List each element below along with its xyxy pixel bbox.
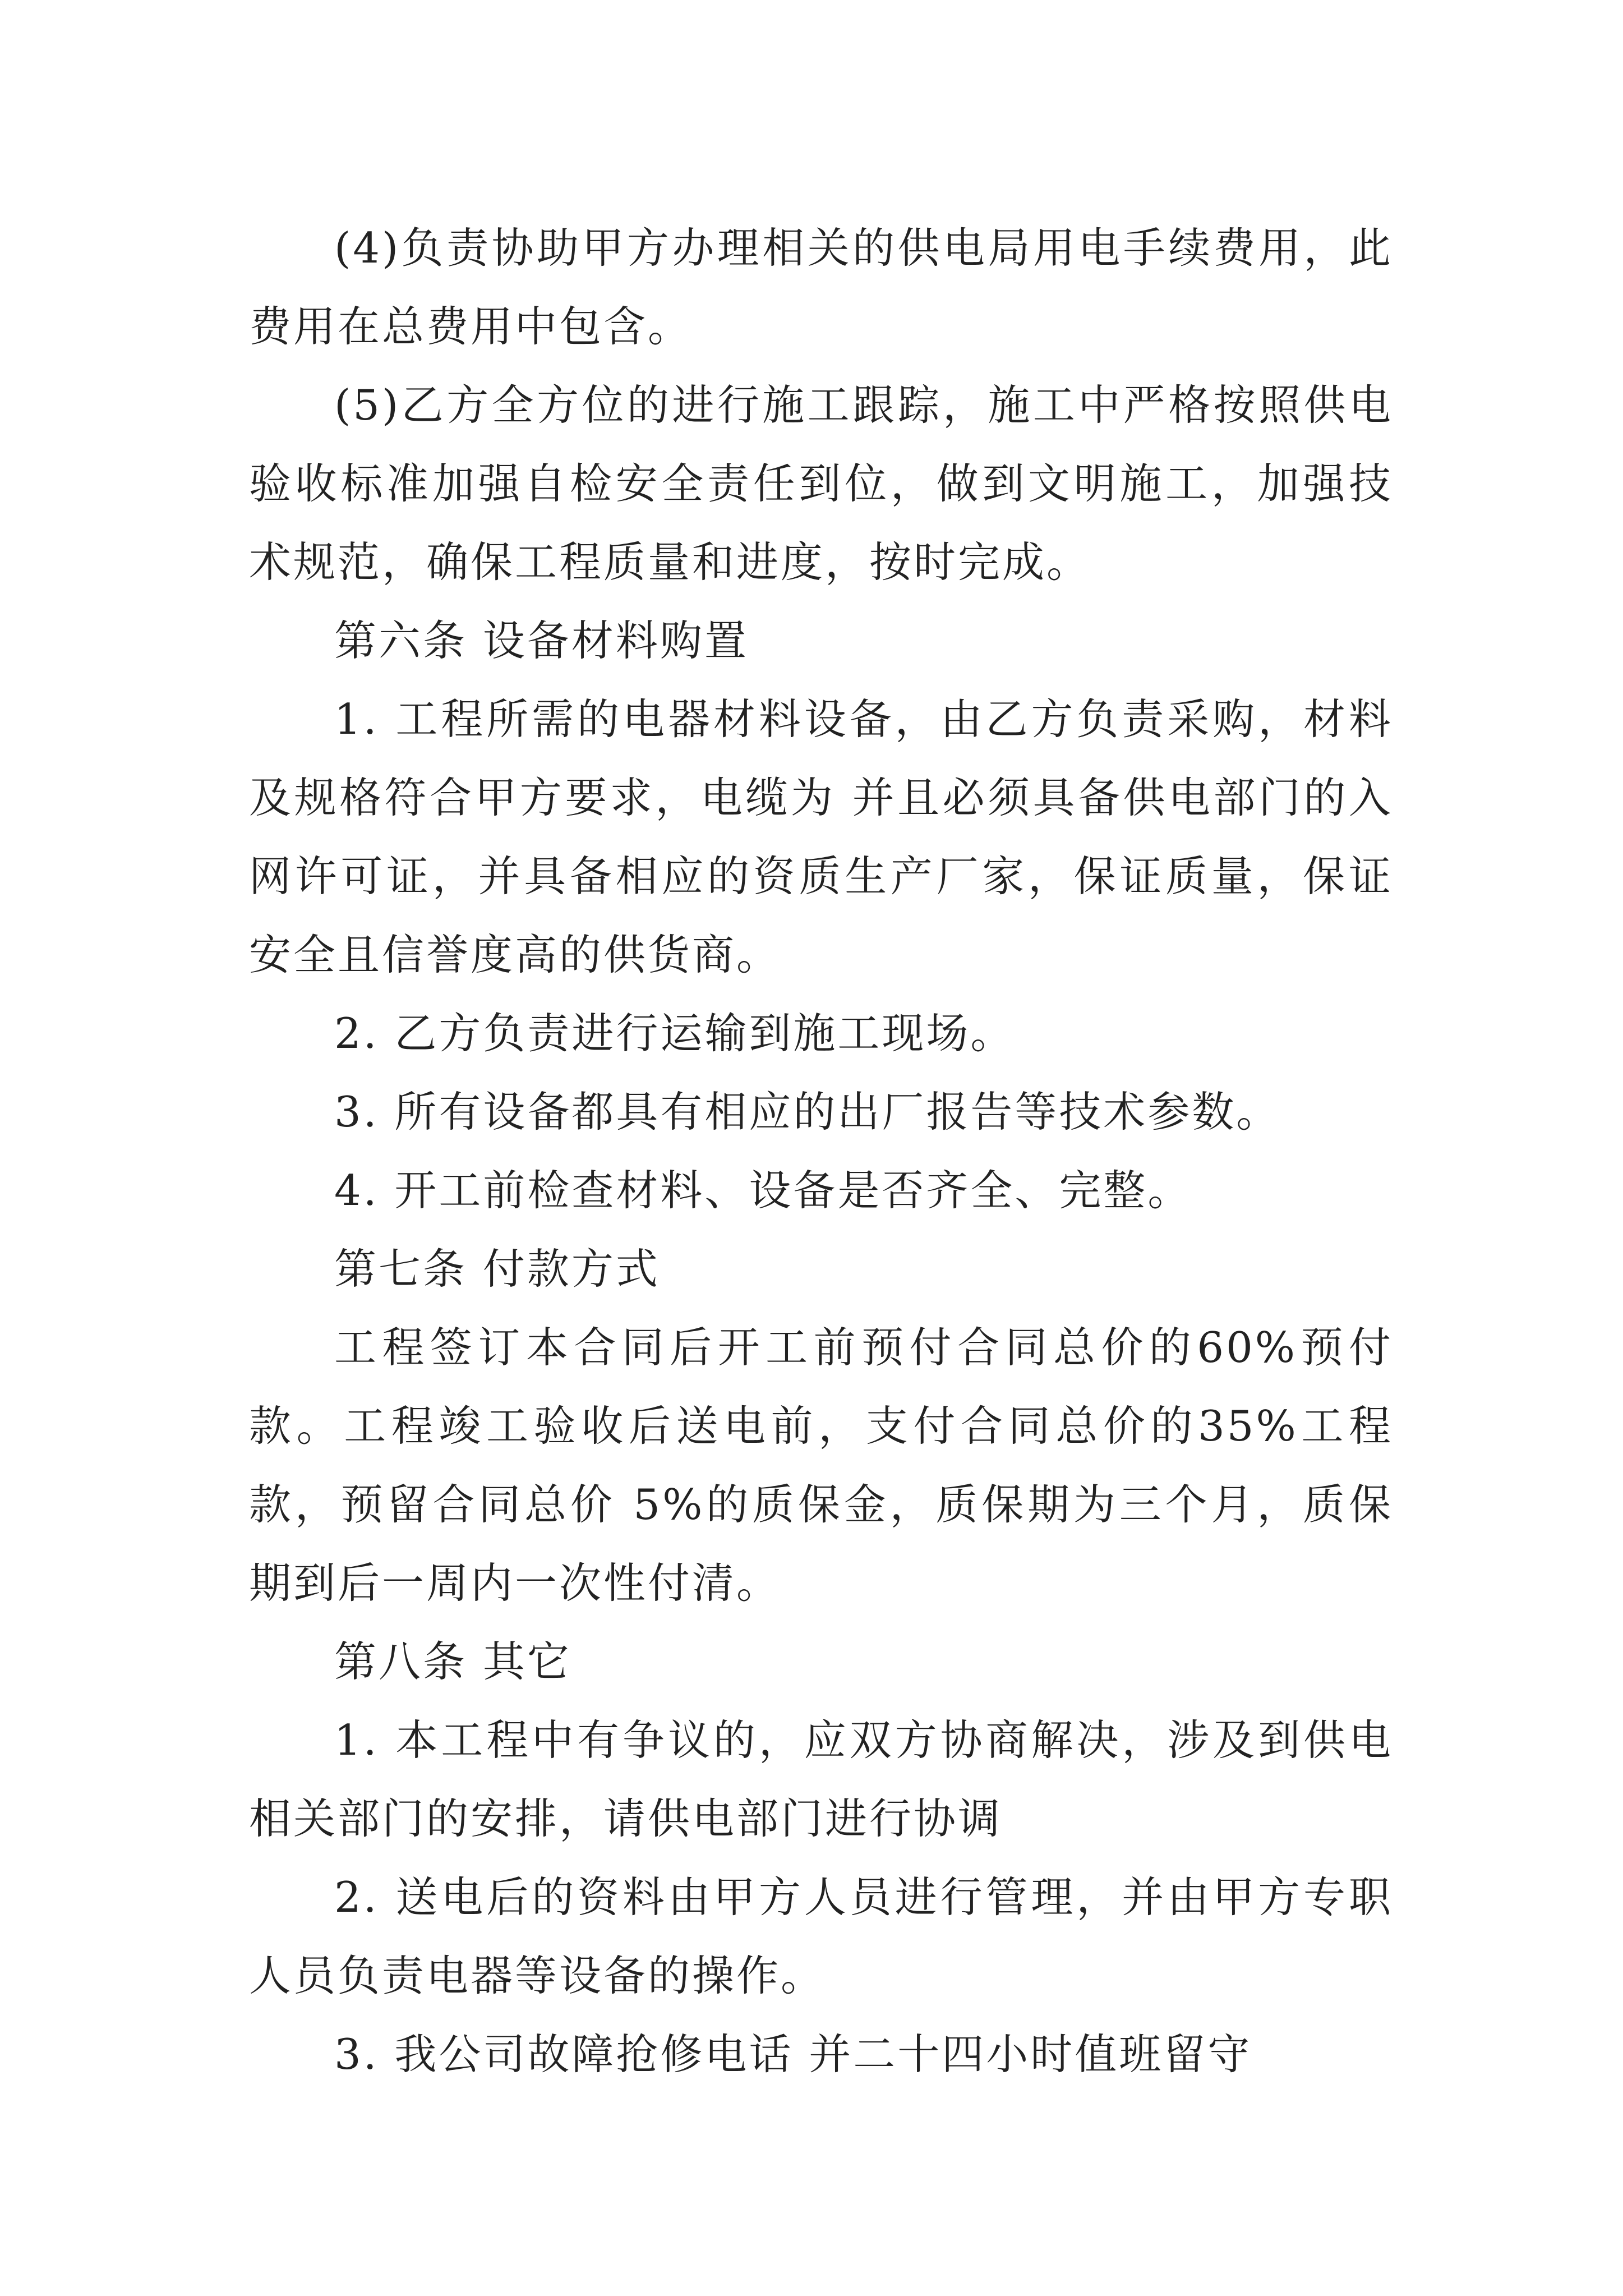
article-6-item-4: 4. 开工前检查材料、设备是否齐全、完整。	[334, 1166, 1192, 1215]
article-6-heading: 第六条 设备材料购置	[334, 616, 749, 665]
clause-item-4: (4)负责协助甲方办理相关的供电局用电手续费用，此费用在总费用中包含。	[249, 223, 1393, 351]
article-6-item-2: 2. 乙方负责进行运输到施工现场。	[334, 1009, 1015, 1058]
article-6-item-1: 1. 工程所需的电器材料设备，由乙方负责采购，材料及规格符合甲方要求，电缆为 并且必须具备供电部门的入网许可证，并具备相应的资质生产厂家，保证质量，保证安全且信誉度高的供货商。	[249, 694, 1393, 979]
article-8-item-3: 3. 我公司故障抢修电话 并二十四小时值班留守	[334, 2030, 1252, 2079]
article-8-heading: 第八条 其它	[334, 1637, 571, 1686]
article-8-item-1: 1. 本工程中有争议的，应双方协商解决，涉及到供电相关部门的安排，请供电部门进行协调	[249, 1715, 1393, 1843]
article-8-item-2: 2. 送电后的资料由甲方人员进行管理，并由甲方专职人员负责电器等设备的操作。	[249, 1872, 1393, 2000]
article-7-heading: 第七条 付款方式	[334, 1244, 660, 1294]
article-7-body: 工程签订本合同后开工前预付合同总价的60%预付款。工程竣工验收后送电前，支付合同总价的35%工程款，预留合同总价 5%的质保金，质保期为三个月，质保期到后一周内一次性付清。	[249, 1323, 1393, 1608]
clause-item-5: (5)乙方全方位的进行施工跟踪，施工中严格按照供电验收标准加强自检安全责任到位，做到文明施工，加强技术规范，确保工程质量和进度，按时完成。	[249, 380, 1393, 587]
article-6-item-3: 3. 所有设备都具有相应的出厂报告等技术参数。	[334, 1087, 1281, 1137]
document-body	[249, 209, 1393, 2093]
